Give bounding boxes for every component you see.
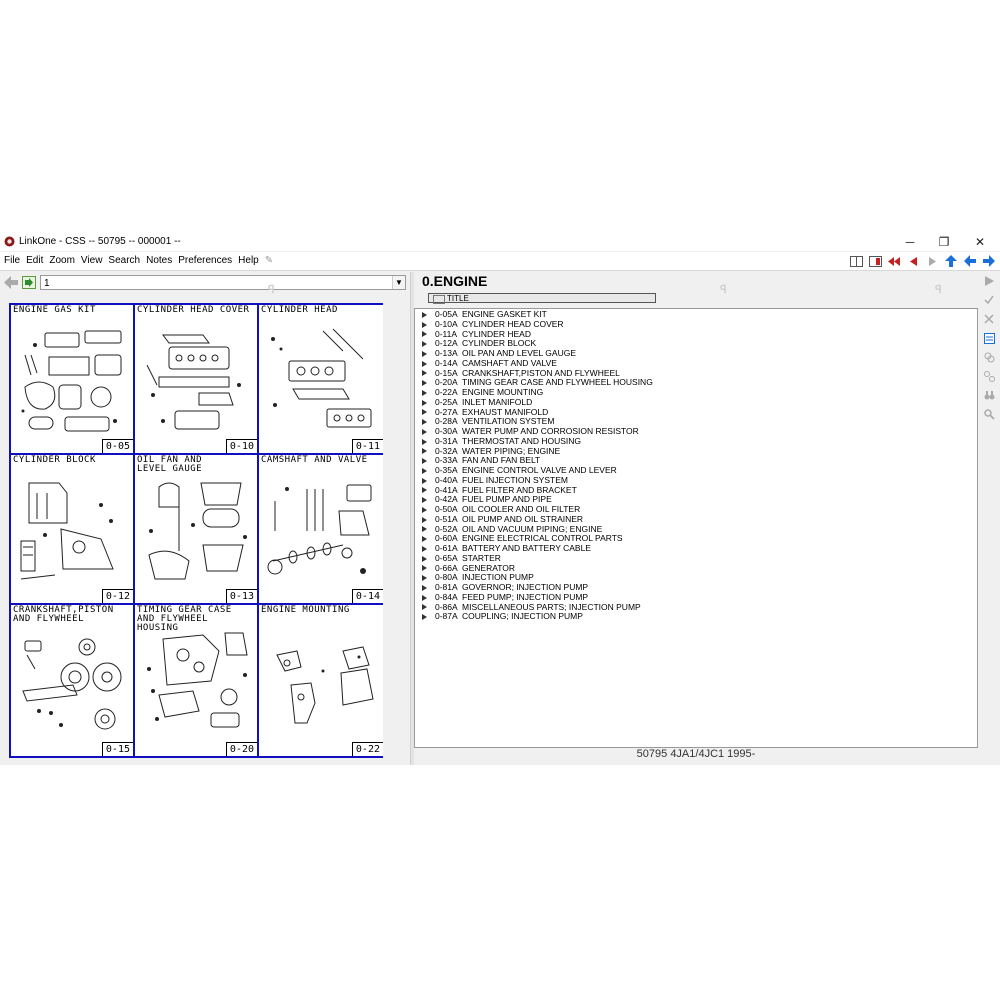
catalog-footer: 50795 4JA1/4JC1 1995-	[636, 748, 756, 760]
expand-arrow-icon[interactable]	[422, 380, 427, 386]
item-title: CYLINDER BLOCK	[462, 338, 537, 349]
expand-arrow-icon[interactable]	[422, 351, 427, 357]
item-code: 0-84A	[435, 591, 458, 602]
menu-zoom[interactable]: Zoom	[49, 255, 75, 266]
item-code: 0-87A	[435, 611, 458, 622]
minimize-button[interactable]: ─	[905, 235, 915, 249]
app-logo-icon	[4, 236, 15, 247]
title-column-header[interactable]	[428, 293, 656, 303]
item-title: FUEL INJECTION SYSTEM	[462, 474, 568, 485]
item-title: ENGINE CONTROL VALVE AND LEVER	[462, 465, 617, 475]
tile-code: 0-10	[226, 439, 257, 453]
dropdown-arrow-icon[interactable]: ▼	[392, 276, 405, 289]
page-view-icon[interactable]	[847, 253, 865, 269]
section-list	[414, 308, 978, 748]
tile-code: 0-11	[352, 439, 383, 453]
item-code: 0-60A	[435, 533, 458, 544]
illustration-tile[interactable]	[259, 605, 383, 756]
engine-gasket-kit-drawing	[15, 325, 131, 435]
expand-arrow-icon[interactable]	[422, 536, 427, 542]
expand-arrow-icon[interactable]	[422, 409, 427, 415]
item-title: GOVERNOR; INJECTION PUMP	[462, 582, 589, 592]
item-title: FEED PUMP; INJECTION PUMP	[462, 591, 589, 602]
cylinder-head-cover-drawing	[139, 325, 255, 435]
up-arrow-icon[interactable]	[942, 253, 960, 269]
expand-arrow-icon[interactable]	[422, 497, 427, 503]
tile-code: 0-20	[226, 742, 257, 756]
timing-gear-case-drawing	[139, 625, 255, 735]
book-icon[interactable]	[866, 253, 884, 269]
item-title: CAMSHAFT AND VALVE	[462, 357, 557, 368]
section-title: 0.ENGINE	[422, 273, 488, 289]
cross-icon[interactable]	[980, 311, 998, 327]
item-title: GENERATOR	[462, 562, 516, 573]
illustration-tile[interactable]	[135, 305, 259, 455]
expand-arrow-icon[interactable]	[422, 468, 427, 474]
expand-arrow-icon[interactable]	[422, 331, 427, 337]
camshaft-valve-drawing	[263, 475, 379, 585]
item-code: 0-12A	[435, 338, 458, 349]
forward-arrow-icon[interactable]	[980, 253, 998, 269]
search-icon[interactable]	[980, 406, 998, 422]
item-code: 0-80A	[435, 572, 458, 583]
expand-arrow-icon[interactable]	[422, 341, 427, 347]
tile-code: 0-15	[102, 742, 133, 756]
item-code: 0-81A	[435, 582, 458, 592]
illustration-tile[interactable]	[11, 605, 135, 756]
main-toolbar	[846, 253, 998, 269]
item-code: 0-28A	[435, 416, 458, 427]
item-code: 0-14A	[435, 357, 458, 368]
illustration-tile[interactable]	[259, 305, 383, 455]
item-code: 0-11A	[435, 328, 458, 339]
illustration-tile[interactable]	[135, 455, 259, 605]
tile-title: ENGINE MOUNTING	[261, 605, 350, 615]
first-page-icon[interactable]	[885, 253, 903, 269]
item-title: TIMING GEAR CASE AND FLYWHEEL HOUSING	[462, 377, 653, 388]
tile-code: 0-13	[226, 589, 257, 603]
list-view-icon[interactable]	[980, 330, 998, 346]
item-code: 0-13A	[435, 348, 458, 358]
expand-arrow-icon[interactable]	[422, 458, 427, 464]
item-title: CYLINDER HEAD COVER	[462, 318, 564, 329]
select-all-checkbox[interactable]	[433, 295, 445, 304]
tile-code: 0-14	[352, 589, 383, 603]
item-title: INLET MANIFOLD	[462, 396, 533, 407]
back-arrow-icon[interactable]	[961, 253, 979, 269]
check-icon[interactable]	[980, 292, 998, 308]
item-title: INJECTION PUMP	[462, 572, 534, 583]
item-title: ENGINE ELECTRICAL CONTROL PARTS	[462, 533, 623, 544]
expand-arrow-icon[interactable]	[422, 390, 427, 396]
binoculars-icon[interactable]	[980, 387, 998, 403]
expand-arrow-icon[interactable]	[422, 575, 427, 581]
expand-arrow-icon[interactable]	[422, 517, 427, 523]
link-icon[interactable]	[980, 349, 998, 365]
item-code: 0-50A	[435, 504, 458, 514]
tile-title: CAMSHAFT AND VALVE	[261, 455, 368, 465]
nav-back-icon[interactable]	[4, 276, 18, 289]
restore-button[interactable]: ❐	[938, 235, 950, 249]
expand-arrow-icon[interactable]	[422, 507, 427, 513]
item-title: MISCELLANEOUS PARTS; INJECTION PUMP	[462, 601, 641, 612]
illustration-grid	[9, 303, 383, 758]
cylinder-head-drawing	[263, 325, 379, 435]
parts-list-pane	[414, 272, 978, 765]
item-code: 0-52A	[435, 523, 458, 534]
item-code: 0-41A	[435, 484, 458, 495]
expand-arrow-icon[interactable]	[422, 604, 427, 610]
expand-arrow-icon[interactable]	[422, 565, 427, 571]
item-code: 0-42A	[435, 494, 458, 505]
menu-file[interactable]: File	[4, 255, 21, 266]
item-code: 0-30A	[435, 426, 458, 436]
item-code: 0-33A	[435, 455, 458, 466]
item-code: 0-32A	[435, 445, 458, 456]
item-title: CRANKSHAFT,PISTON AND FLYWHEEL	[462, 367, 620, 378]
section-list-items	[421, 310, 653, 622]
tile-title: CYLINDER BLOCK	[13, 455, 96, 465]
item-code: 0-40A	[435, 474, 458, 485]
item-title: ENGINE GASKET KIT	[462, 309, 547, 319]
expand-arrow-icon[interactable]	[422, 312, 427, 318]
watermark-icon: ꟼ	[720, 284, 728, 296]
item-title: FUEL FILTER AND BRACKET	[462, 484, 577, 495]
item-code: 0-10A	[435, 318, 458, 329]
expand-arrow-icon[interactable]	[422, 439, 427, 445]
tile-title: OIL FAN AND LEVEL GAUGE	[137, 455, 203, 474]
side-toolbar	[978, 272, 1000, 765]
illustration-tile[interactable]	[259, 455, 383, 605]
item-title: COUPLING; INJECTION PUMP	[462, 611, 583, 622]
expand-arrow-icon[interactable]	[422, 419, 427, 425]
item-code: 0-61A	[435, 543, 458, 553]
page-select-value: 1	[44, 278, 50, 289]
play-icon[interactable]	[980, 273, 998, 289]
item-code: 0-20A	[435, 377, 458, 388]
item-title: OIL AND VACUUM PIPING; ENGINE	[462, 523, 603, 534]
item-code: 0-51A	[435, 513, 458, 524]
crankshaft-drawing	[15, 625, 131, 735]
expand-arrow-icon[interactable]	[422, 400, 427, 406]
linkone-window	[0, 233, 1000, 765]
tile-title: CYLINDER HEAD	[261, 305, 338, 315]
item-title: ENGINE MOUNTING	[462, 387, 544, 397]
column-header-label: TITLE	[447, 294, 469, 303]
watermark-icon: ꟼ	[268, 284, 276, 296]
next-page-icon[interactable]	[923, 253, 941, 269]
tile-title: ENGINE GAS KIT	[13, 305, 96, 315]
menu-search[interactable]: Search	[108, 255, 141, 266]
tile-title: TIMING GEAR CASE AND FLYWHEEL HOUSING	[137, 605, 232, 633]
item-title: VENTILATION SYSTEM	[462, 416, 555, 427]
oil-pan-drawing	[139, 475, 255, 585]
illustration-tile[interactable]	[11, 455, 135, 605]
tile-title: CYLINDER HEAD COVER	[137, 305, 250, 315]
item-title: STARTER	[462, 552, 501, 563]
expand-arrow-icon[interactable]	[422, 429, 427, 435]
item-code: 0-22A	[435, 387, 458, 397]
item-title: BATTERY AND BATTERY CABLE	[462, 543, 591, 553]
menu-help[interactable]: Help	[238, 255, 259, 266]
menu-preferences[interactable]: Preferences	[178, 255, 233, 266]
expand-arrow-icon[interactable]	[422, 487, 427, 493]
menu-bar	[0, 252, 1000, 271]
item-code: 0-27A	[435, 406, 458, 417]
item-title: WATER PUMP AND CORROSION RESISTOR	[462, 426, 639, 436]
illustration-tile[interactable]	[135, 605, 259, 756]
page-navigator	[4, 275, 408, 291]
expand-arrow-icon[interactable]	[422, 448, 427, 454]
item-title: WATER PIPING; ENGINE	[462, 445, 561, 456]
expand-arrow-icon[interactable]	[422, 595, 427, 601]
engine-mounting-drawing	[263, 625, 379, 735]
item-title: THERMOSTAT AND HOUSING	[462, 435, 582, 446]
tile-code: 0-22	[352, 742, 383, 756]
expand-arrow-icon[interactable]	[422, 526, 427, 532]
menu-edit[interactable]: Edit	[26, 255, 44, 266]
item-title: OIL PUMP AND OIL STRAINER	[462, 513, 584, 524]
pin-icon: ✎	[264, 255, 274, 266]
item-code: 0-65A	[435, 552, 458, 563]
item-title: FAN AND FAN BELT	[462, 455, 541, 466]
item-title: FUEL PUMP AND PIPE	[462, 494, 552, 505]
item-code: 0-66A	[435, 562, 458, 573]
illustration-pane	[0, 272, 410, 765]
title-bar	[0, 233, 1000, 251]
expand-arrow-icon[interactable]	[422, 546, 427, 552]
previous-page-icon[interactable]	[904, 253, 922, 269]
item-title: CYLINDER HEAD	[462, 328, 531, 339]
item-title: EXHAUST MANIFOLD	[462, 406, 549, 417]
item-title: OIL COOLER AND OIL FILTER	[462, 504, 581, 514]
tile-title: CRANKSHAFT,PISTON AND FLYWHEEL	[13, 605, 114, 624]
unlink-icon[interactable]	[980, 368, 998, 384]
item-code: 0-86A	[435, 601, 458, 612]
page-select[interactable]	[40, 275, 406, 290]
menu-view[interactable]: View	[80, 255, 103, 266]
cylinder-block-drawing	[15, 475, 131, 585]
item-code: 0-25A	[435, 396, 458, 407]
menu-notes[interactable]: Notes	[146, 255, 173, 266]
menu-list	[4, 255, 279, 266]
expand-arrow-icon[interactable]	[422, 361, 427, 367]
expand-arrow-icon[interactable]	[422, 322, 427, 328]
expand-arrow-icon[interactable]	[422, 478, 427, 484]
item-code: 0-35A	[435, 465, 458, 475]
close-button[interactable]: ✕	[974, 235, 986, 249]
expand-arrow-icon[interactable]	[422, 585, 427, 591]
expand-arrow-icon[interactable]	[422, 614, 427, 620]
tile-code: 0-05	[102, 439, 133, 453]
item-code: 0-05A	[435, 309, 458, 319]
item-code: 0-31A	[435, 435, 458, 446]
illustration-tile[interactable]	[11, 305, 135, 455]
window-title: LinkOne - CSS -- 50795 -- 000001 --	[19, 236, 181, 247]
nav-forward-icon[interactable]	[22, 276, 36, 289]
expand-arrow-icon[interactable]	[422, 370, 427, 376]
expand-arrow-icon[interactable]	[422, 556, 427, 562]
item-title: OIL PAN AND LEVEL GAUGE	[462, 348, 577, 358]
list-item[interactable]	[421, 612, 653, 622]
tile-code: 0-12	[102, 589, 133, 603]
watermark-icon: ꟼ	[935, 284, 943, 296]
item-code: 0-15A	[435, 367, 458, 378]
